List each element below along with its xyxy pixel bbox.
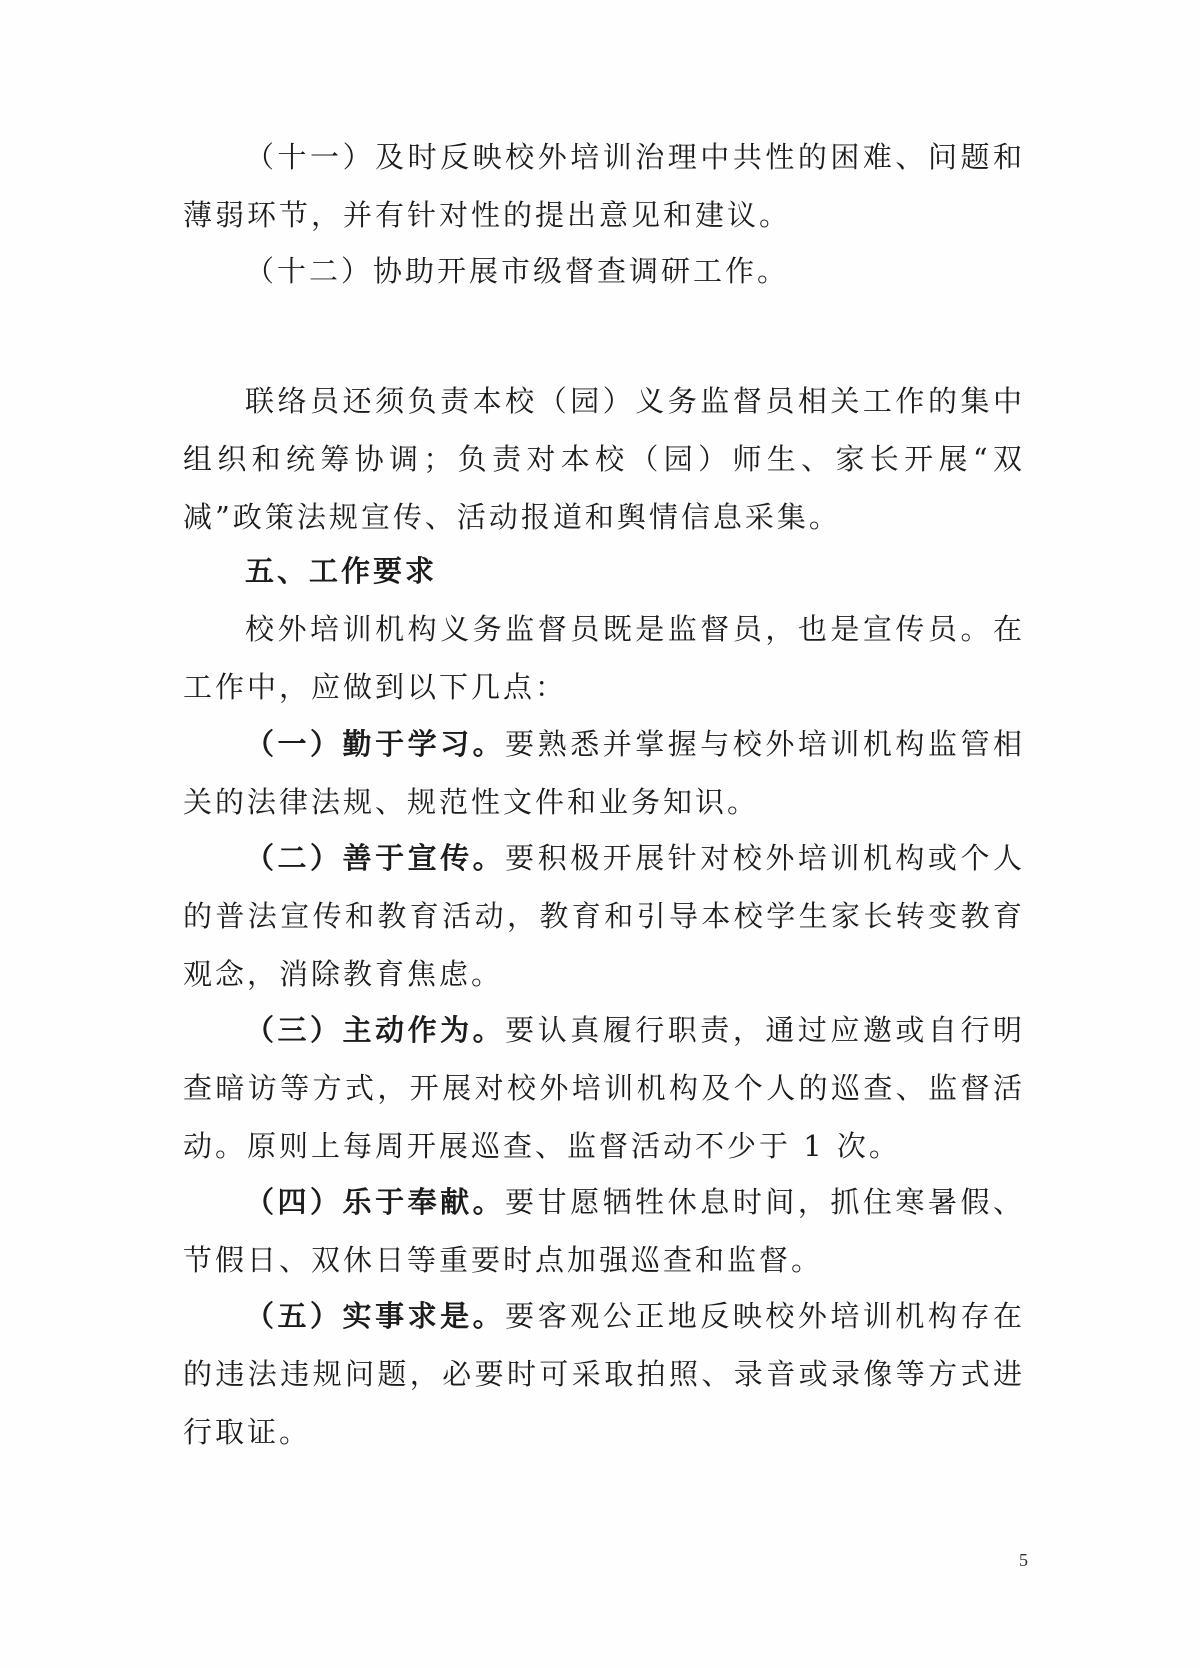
liaison-paragraph: 联络员还须负责本校（园）义务监督员相关工作的集中组织和统筹协调；负责对本校（园）师生、家长开展“双减”政策法规宣传、活动报道和舆情信息采集。 xyxy=(183,384,1025,534)
requirement-lead: （二）善于宣传。 xyxy=(245,841,506,875)
requirement-two-block xyxy=(183,829,1025,1003)
section-heading: 五、工作要求 xyxy=(245,554,438,588)
requirement-one-block xyxy=(183,715,1025,831)
requirement-lead: （一）勤于学习。 xyxy=(245,727,506,761)
requirement-three-block xyxy=(183,1001,1025,1175)
requirement-body: 要积极开展针对校外培训机构或个人的普法宣传和教育活动，教育和引导本校学生家长转变教育观念，消除教育焦虑。 xyxy=(183,841,1025,991)
item-twelve-paragraph: （十二）协助开展市级督查调研工作。 xyxy=(245,254,790,288)
requirement-lead: （四）乐于奉献。 xyxy=(245,1185,506,1219)
requirement-four-block xyxy=(183,1173,1025,1289)
requirement-body: 要认真履行职责，通过应邀或自行明查暗访等方式，开展对校外培训机构及个人的巡查、监督活动。原则上每周开展巡查、监督活动不少于 1 次。 xyxy=(183,1013,1025,1163)
requirement-lead: （五）实事求是。 xyxy=(245,1299,506,1333)
liaison-block xyxy=(183,372,1025,546)
item-eleven-block xyxy=(183,128,1025,244)
requirement-item xyxy=(183,829,1025,1003)
requirement-item xyxy=(183,715,1025,831)
requirement-item xyxy=(183,1001,1025,1175)
requirement-body: 要客观公正地反映校外培训机构存在的违法违规问题，必要时可采取拍照、录音或录像等方式进行取证。 xyxy=(183,1299,1025,1449)
requirement-body: 要甘愿牺牲休息时间，抓住寒暑假、节假日、双休日等重要时点加强巡查和监督。 xyxy=(183,1185,1025,1277)
intro-paragraph: 校外培训机构义务监督员既是监督员，也是宣传员。在工作中，应做到以下几点： xyxy=(183,612,1025,704)
requirement-lead: （三）主动作为。 xyxy=(245,1013,506,1047)
section-five-block xyxy=(183,542,1025,716)
requirement-five-block xyxy=(183,1287,1025,1461)
requirement-item xyxy=(183,1173,1025,1289)
page-number: 5 xyxy=(1019,1550,1028,1570)
requirement-item xyxy=(183,1287,1025,1461)
item-eleven-paragraph: （十一）及时反映校外培训治理中共性的困难、问题和薄弱环节，并有针对性的提出意见和建议。 xyxy=(183,140,1025,232)
item-twelve-block xyxy=(183,242,1025,300)
requirement-body: 要熟悉并掌握与校外培训机构监管相关的法律法规、规范性文件和业务知识。 xyxy=(183,727,1025,819)
